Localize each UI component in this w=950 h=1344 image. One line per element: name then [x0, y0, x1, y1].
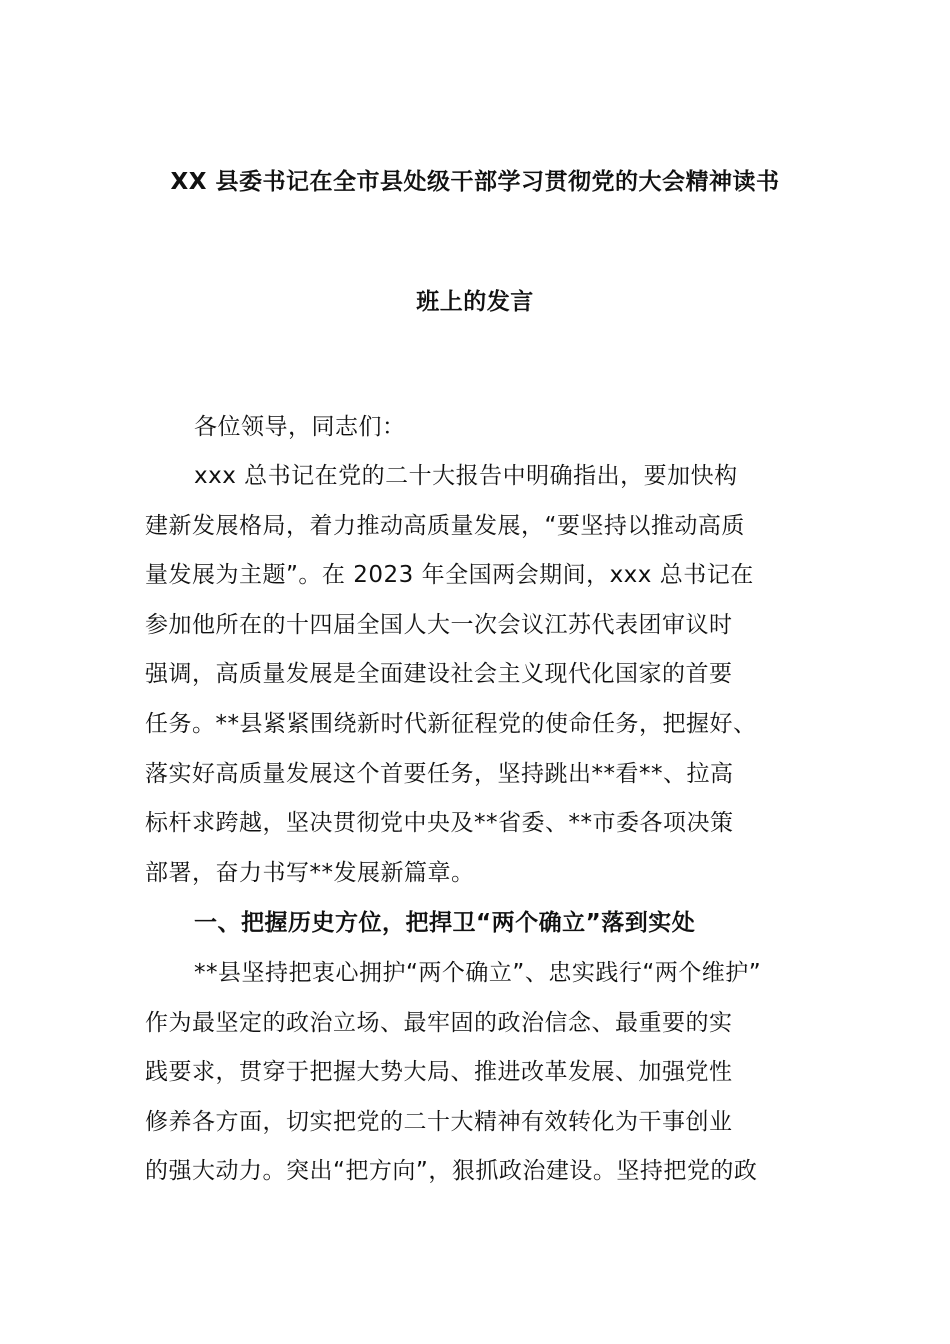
paragraph-1-line: 任务。**县紧紧围绕新时代新征程党的使命任务，把握好、	[145, 711, 757, 737]
salutation: 各位领导，同志们：	[194, 414, 406, 440]
paragraph-1-line: 建新发展格局，着力推动高质量发展，“要坚持以推动高质	[145, 513, 745, 539]
section-1-heading: 一、把握历史方位，把捍卫“两个确立”落到实处	[194, 910, 696, 936]
paragraph-2-line: 修养各方面，切实把党的二十大精神有效转化为干事创业	[145, 1109, 733, 1135]
paragraph-2-line: **县坚持把衷心拥护“两个确立”、忠实践行“两个维护”	[194, 960, 762, 986]
paragraph-1-line: xxx 总书记在党的二十大报告中明确指出，要加快构	[194, 463, 738, 489]
paragraph-2-line: 作为最坚定的政治立场、最牢固的政治信念、最重要的实	[145, 1010, 733, 1036]
paragraph-1-line: 部署，奋力书写**发展新篇章。	[145, 860, 475, 886]
paragraph-1-line: 参加他所在的十四届全国人大一次会议江苏代表团审议时	[145, 612, 733, 638]
document-title-line-2: 班上的发言	[416, 289, 534, 315]
paragraph-2-line: 践要求，贯穿于把握大势大局、推进改革发展、加强党性	[145, 1059, 733, 1085]
paragraph-2-line: 的强大动力。突出“把方向”，狠抓政治建设。坚持把党的政	[145, 1158, 758, 1184]
paragraph-1-line: 强调，高质量发展是全面建设社会主义现代化国家的首要	[145, 661, 733, 687]
paragraph-1-line: 量发展为主题”。在 2023 年全国两会期间，xxx 总书记在	[145, 562, 754, 588]
paragraph-1-line: 落实好高质量发展这个首要任务，坚持跳出**看**、拉高	[145, 761, 734, 787]
document-title-line-1: XX 县委书记在全市县处级干部学习贯彻党的大会精神读书	[170, 169, 780, 195]
paragraph-1-line: 标杆求跨越，坚决贯彻党中央及**省委、**市委各项决策	[145, 810, 734, 836]
